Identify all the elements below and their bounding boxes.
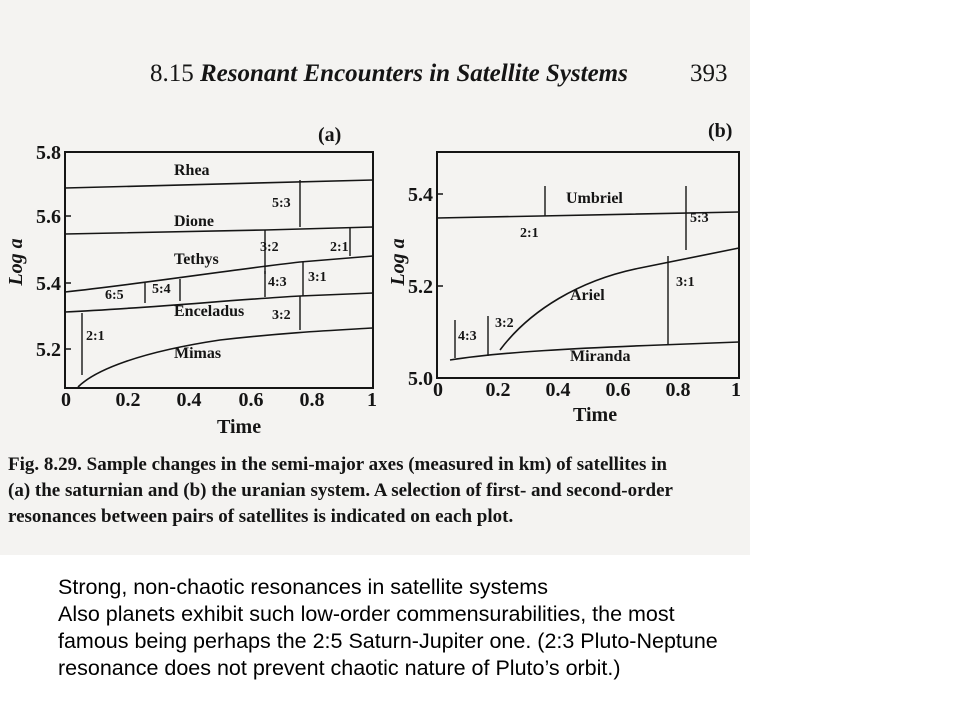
caption-label: Fig. 8.29. bbox=[8, 454, 82, 475]
satellite-label-ariel: Ariel bbox=[570, 287, 605, 304]
resonance-label: 3:2 bbox=[260, 240, 279, 255]
caption-line: Sample changes in the semi-major axes (measured in km) of satellites in bbox=[86, 454, 667, 475]
section-number: 8.15 bbox=[150, 60, 194, 87]
rhea-track bbox=[65, 180, 373, 188]
resonance-label: 4:3 bbox=[268, 275, 287, 290]
resonance-label: 3:2 bbox=[495, 316, 514, 331]
section-title: Resonant Encounters in Satellite Systems bbox=[200, 60, 628, 87]
page-number: 393 bbox=[690, 60, 728, 87]
panel-b-xtick: 0.6 bbox=[605, 379, 631, 401]
panel-a-xtick: 0.8 bbox=[299, 389, 325, 411]
panel-a-xtick: 0 bbox=[61, 389, 71, 411]
caption-line: (a) the saturnian and (b) the uranian system. A selection of first- and second-order bbox=[8, 480, 673, 501]
resonance-label: 6:5 bbox=[105, 288, 124, 303]
resonance-label: 2:1 bbox=[520, 226, 539, 241]
panel-a-label: (a) bbox=[318, 124, 342, 146]
dione-track bbox=[65, 227, 373, 234]
panel-b-xtick: 0 bbox=[433, 379, 443, 401]
panel-b-xtick: 0.2 bbox=[485, 379, 511, 401]
panel-b-ytick: 5.2 bbox=[408, 276, 433, 298]
slide-commentary bbox=[58, 574, 948, 682]
slide-line: famous being perhaps the 2:5 Saturn-Jupiter one. (2:3 Pluto-Neptune bbox=[58, 629, 718, 653]
panel-b-xtick: 0.4 bbox=[545, 379, 571, 401]
satellite-label-miranda: Miranda bbox=[570, 348, 631, 365]
caption-line: resonances between pairs of satellites is indicated on each plot. bbox=[8, 506, 514, 527]
panel-b-xtick: 1 bbox=[731, 379, 741, 401]
resonance-label: 4:3 bbox=[458, 329, 477, 344]
resonance-label: 5:3 bbox=[690, 211, 709, 226]
panel-a-ytick: 5.2 bbox=[36, 339, 61, 361]
satellite-label-tethys: Tethys bbox=[174, 251, 219, 268]
slide-line: resonance does not prevent chaotic nature of Pluto’s orbit.) bbox=[58, 656, 621, 680]
panel-a-xtick: 1 bbox=[367, 389, 377, 411]
panel-a-xtick: 0.2 bbox=[115, 389, 141, 411]
panel-b bbox=[387, 120, 741, 426]
panel-b-xtick: 0.8 bbox=[665, 379, 691, 401]
resonance-label: 3:1 bbox=[676, 275, 695, 290]
resonance-label: 3:1 bbox=[308, 270, 327, 285]
panel-a-ylabel: Log a bbox=[5, 238, 27, 286]
panel-b-ylabel: Log a bbox=[387, 238, 409, 286]
slide-line: Also planets exhibit such low-order commensurabilities, the most bbox=[58, 602, 675, 626]
mimas-track bbox=[78, 328, 373, 387]
panel-a-xtick: 0.6 bbox=[238, 389, 264, 411]
satellite-label-mimas: Mimas bbox=[174, 345, 222, 362]
figure-caption bbox=[8, 452, 748, 530]
panel-a-xtick: 0.4 bbox=[176, 389, 202, 411]
panel-a-ytick: 5.4 bbox=[36, 273, 61, 295]
resonance-label: 2:1 bbox=[330, 240, 349, 255]
panel-b-xlabel: Time bbox=[573, 404, 618, 426]
panel-b-ytick: 5.0 bbox=[408, 368, 433, 390]
slide-line: Strong, non-chaotic resonances in satellite systems bbox=[58, 575, 548, 599]
ariel-track bbox=[500, 248, 739, 350]
panel-b-ytick: 5.4 bbox=[408, 184, 433, 206]
resonance-label: 2:1 bbox=[86, 329, 105, 344]
panel-a bbox=[5, 124, 377, 438]
resonance-label: 5:3 bbox=[272, 196, 291, 211]
panel-a-ytick: 5.6 bbox=[36, 206, 61, 228]
satellite-label-umbriel: Umbriel bbox=[566, 190, 623, 207]
tethys-track bbox=[65, 256, 373, 292]
resonance-label: 3:2 bbox=[272, 308, 291, 323]
resonance-label: 5:4 bbox=[152, 282, 171, 297]
satellite-label-enceladus: Enceladus bbox=[174, 303, 245, 320]
panel-a-ytick: 5.8 bbox=[36, 142, 61, 164]
panel-a-xlabel: Time bbox=[217, 416, 262, 438]
satellite-label-dione: Dione bbox=[174, 213, 214, 230]
panel-b-label: (b) bbox=[708, 120, 733, 142]
satellite-label-rhea: Rhea bbox=[174, 162, 210, 179]
